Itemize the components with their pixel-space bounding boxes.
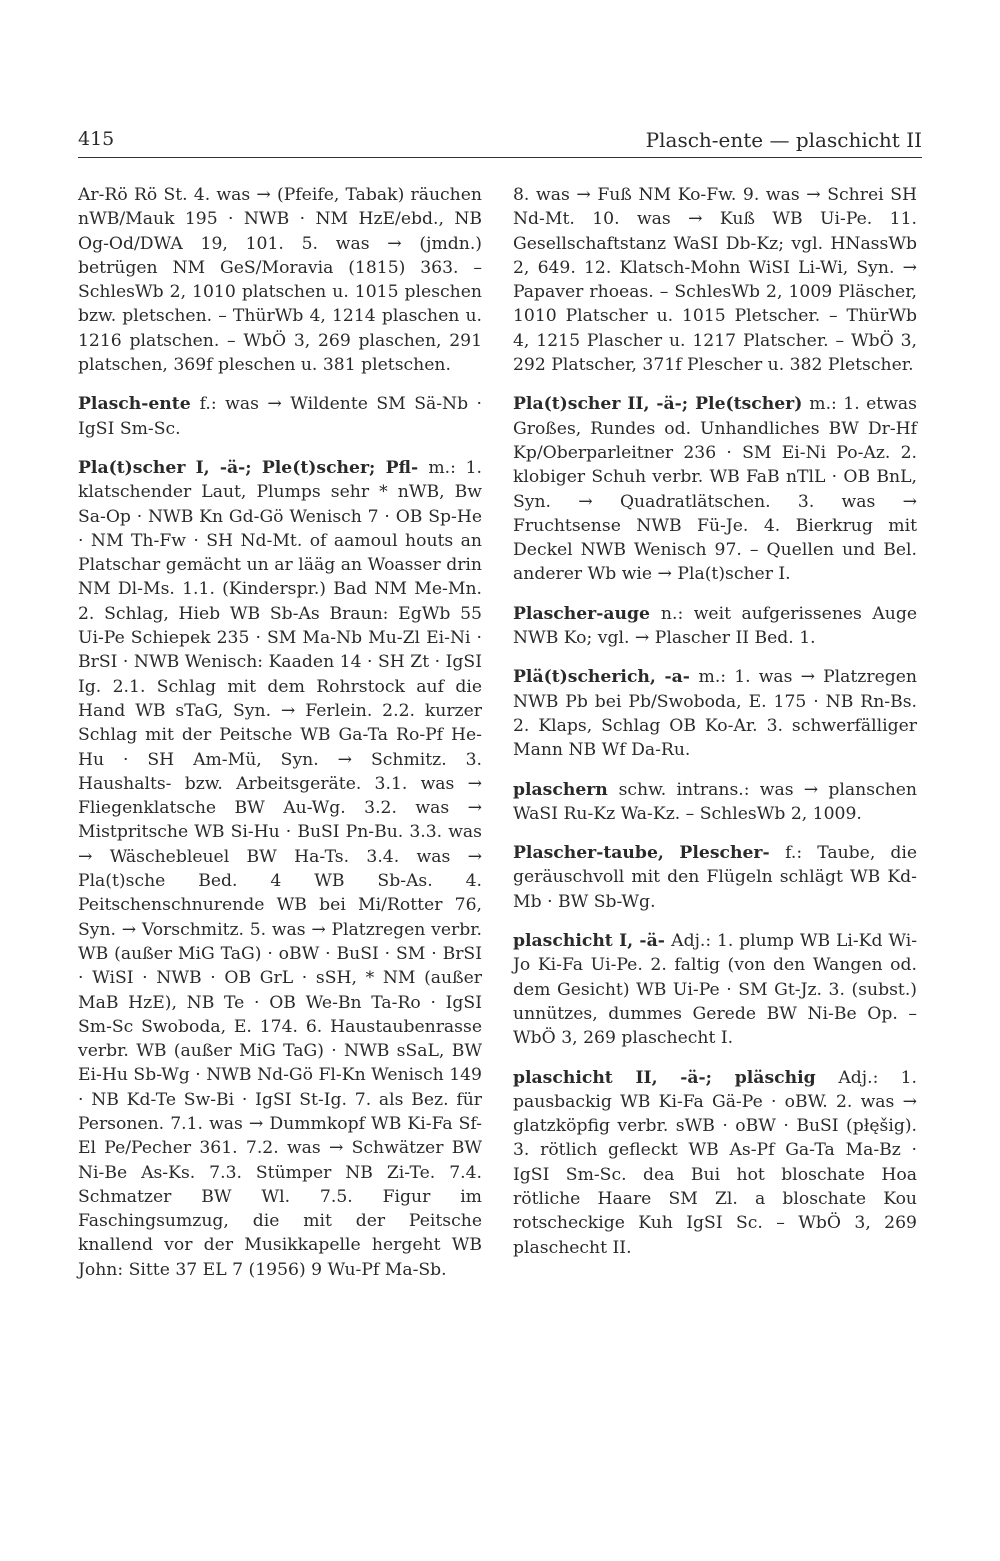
entry-plaschicht-ii: [513, 1066, 917, 1260]
entry-lemma: plaschern: [513, 779, 619, 800]
entry-plascher-auge: [513, 602, 917, 651]
entry-lemma: plaschicht II, -ä-; pläschig: [513, 1067, 839, 1088]
entry-platscher-i: [78, 456, 482, 1282]
entry-continuation: [513, 183, 917, 377]
entry-text: m.: 1. etwas Großes, Rundes od. Unhandliches BW Dr-Hf Kp/Oberparleitner 236 · SM Ei-Ni Po-Az. 2. klobiger Schuh verbr. WB FaB nTlL · OB BnL, Syn. → Quadratlätschen. 3. was → Fruchtsense NWB Fü-Je. 4. Bierkrug mit Deckel NWB Wenisch 97. – Quellen und Bel. anderer Wb wie → Pla(t)scher I.: [513, 394, 917, 585]
entry-text: schw. intrans.: was → planschen WaSI Ru-Kz Wa-Kz. – SchlesWb 2, 1009.: [513, 779, 918, 824]
running-head: Plasch-ente — plaschicht II: [645, 128, 922, 152]
header-rule: [78, 157, 922, 158]
entry-text: Adj.: 1. plump WB Li-Kd Wi-Jo Ki-Fa Ui-Pe. 2. faltig (von den Wangen od. dem Gesicht) WB Ui-Pe · SM Gt-Jz. 3. (subst.) unnützes, dummes Gerede BW Ni-Be Op. – WbÖ 3, 269 plaschecht I.: [513, 931, 917, 1049]
entry-lemma: plaschicht I, -ä-: [513, 931, 672, 952]
right-column: [513, 183, 917, 1275]
entry-continuation: [78, 183, 482, 377]
entry-lemma: Pla(t)scher II, -ä-; Ple(tscher): [513, 394, 810, 415]
entry-text: m.: 1. was → Platzregen NWB Pb bei Pb/Swoboda, E. 175 · NB Rn-Bs. 2. Klaps, Schlag OB Ko-Ar. 3. schwerfälliger Mann NB Wf Da-Ru.: [513, 667, 917, 761]
entry-plascher-taube: [513, 841, 917, 914]
entry-plasch-ente: [78, 392, 482, 441]
entry-text: Ar-Rö Rö St. 4. was → (Pfeife, Tabak) räuchen nWB/Mauk 195 · NWB · NM HzE/ebd., NB Og-Od/DWA 19, 101. 5. was → (jmdn.) betrügen NM GeS/Moravia (1815) 363. – SchlesWb 2, 1010 platschen u. 1015 pleschen bzw. pletschen. – ThürWb 4, 1214 plaschen u. 1216 platschen. – WbÖ 3, 269 plaschen, 291 platschen, 369f pleschen u. 381 pletschen.: [78, 185, 482, 376]
entry-text: m.: 1. klatschender Laut, Plumps sehr * nWB, Bw Sa-Op · NWB Kn Gd-Gö Wenisch 7 · OB Sp-He · NM Th-Fw · SH Nd-Mt. of aamoul houts an Platschar gemächt un ar lääg an Woasser drin NM Dl-Ms. 1.1. (Kinderspr.) Bad NM Me-Mn. 2. Schlag, Hieb WB Sb-As Braun: EgWb 55 Ui-Pe Schiepek 235 · SM Ma-Nb Mu-Zl Ei-Ni · BrSI · NWB Wenisch: Kaaden 14 · SH Zt · IgSI Ig. 2.1. Schlag mit dem Rohrstock auf die Hand WB sTaG, Syn. → Ferlein. 2.2. kurzer Schlag mit der Peitsche WB Ga-Ta Ro-Pf He-Hu · SH Am-Mü, Syn. → Schmitz. 3. Haushalts- bzw. Arbeitsgeräte. 3.1. was → Fliegenklatsche BW Au-Wg. 3.2. was → Mistpritsche WB Si-Hu · BuSI Pn-Bu. 3.3. was → Wäschebleuel BW Ha-Ts. 3.4. was → Pla(t)sche Bed. 4 WB Sb-As. 4. Peitschenschnurende WB bei Mi/Rotter 76, Syn. → Vorschmitz. 5. was → Platzregen verbr. WB (außer MiG TaG) · oBW · BuSI · SM · BrSI · WiSI · NWB · OB GrL · sSH, * NM (außer MaB HzE), NB Te · OB We-Bn Ta-Ro · IgSI Sm-Sc Swoboda, E. 174. 6. Haustaubenrasse verbr. WB (außer MiG TaG) · NWB sSaL, BW Ei-Hu Sb-Wg · NWB Nd-Gö Fl-Kn Wenisch 149 · NB Kd-Te Sw-Bi · IgSI St-Ig. 7. als Bez. für Personen. 7.1. was → Dummkopf WB Ki-Fa Sf-El Pe/Pecher 361. 7.2. was → Schwätzer BW Ni-Be As-Ks. 7.3. Stümper NB Zi-Te. 7.4. Schmatzer BW Wl. 7.5. Figur im Faschingsumzug, die mit der Peitsche knallend vor der Musikkapelle hergeht WB John: Sitte 37 EL 7 (1956) 9 Wu-Pf Ma-Sb.: [78, 457, 482, 1280]
entry-text: n.: weit aufgerissenes Auge NWB Ko; vgl. → Plascher II Bed. 1.: [513, 603, 917, 649]
entry-lemma: Plasch-ente: [78, 394, 200, 415]
left-column: [78, 183, 482, 1297]
entry-text: f.: was → Wildente SM Sä-Nb · IgSI Sm-Sc.: [78, 394, 482, 439]
entry-lemma: Plä(t)scherich, -a-: [513, 667, 699, 688]
entry-plaschicht-i: [513, 929, 917, 1050]
entry-lemma: Plascher-taube, Plescher-: [513, 843, 786, 864]
entry-text: Adj.: 1. pausbackig WB Ki-Fa Gä-Pe · oBW. 2. was → glatzköpfig verbr. sWB · oBW · BuSI (płęšig). 3. rötlich gefleckt WB As-Pf Ga-Ta Ma-Bz · IgSI Sm-Sc. dea Bui hot bloschate Hoa rötliche Haare SM Zl. a bloschate Kou rotscheckige Kuh IgSI Sc. – WbÖ 3, 269 plaschecht II.: [513, 1067, 917, 1258]
entry-text: 8. was → Fuß NM Ko-Fw. 9. was → Schrei SH Nd-Mt. 10. was → Kuß WB Ui-Pe. 11. Gesellschaftstanz WaSI Db-Kz; vgl. HNassWb 2, 649. 12. Klatsch-Mohn WiSI Li-Wi, Syn. → Papaver rhoeas. – SchlesWb 2, 1009 Pläscher, 1010 Platscher u. 1015 Pletscher. – ThürWb 4, 1215 Plascher u. 1217 Platscher. – WbÖ 3, 292 Platscher, 371f Plescher u. 382 Pletscher.: [513, 185, 917, 376]
entry-lemma: Plascher-auge: [513, 603, 661, 624]
entry-lemma: Pla(t)scher I, -ä-; Ple(t)scher; Pfl-: [78, 457, 429, 478]
page-number: 415: [78, 128, 115, 150]
entry-platscherich: [513, 665, 917, 762]
entry-plaschern: [513, 778, 917, 827]
entry-text: f.: Taube, die geräuschvoll mit den Flügeln schlägt WB Kd-Mb · BW Sb-Wg.: [513, 843, 918, 912]
entry-platscher-ii: [513, 392, 917, 586]
